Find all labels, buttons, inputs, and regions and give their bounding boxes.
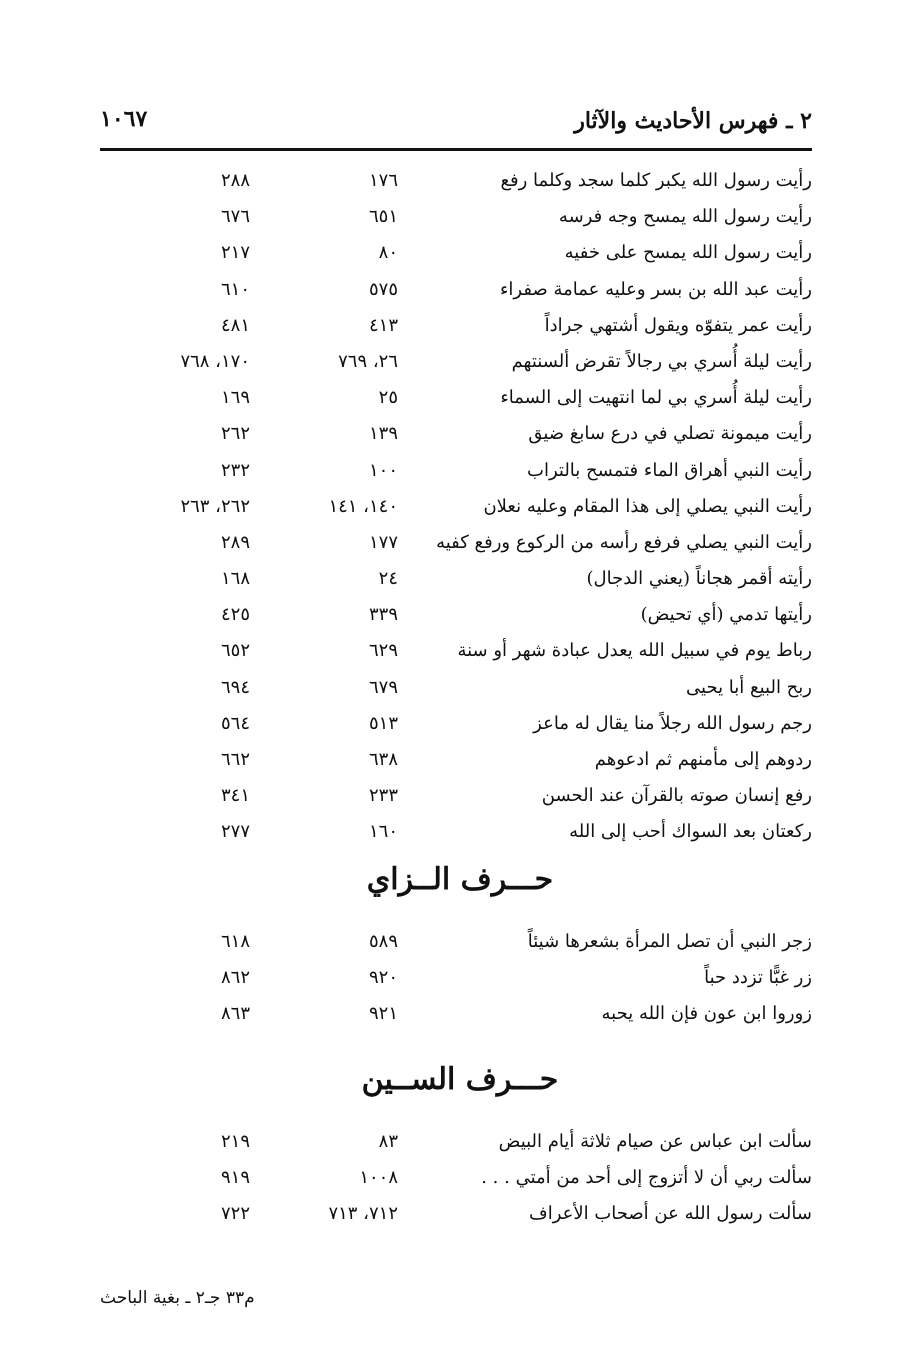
hadith-text: رأيته أقمر هجاناً (يعني الدجال) — [586, 568, 812, 590]
index-row — [0, 525, 920, 561]
index-row — [0, 924, 920, 960]
index-row — [0, 1160, 920, 1196]
index-row — [0, 1124, 920, 1160]
ref-number-primary: ٤١٣ — [368, 314, 398, 336]
index-row — [0, 597, 920, 633]
hadith-text: رأيت النبي أهراق الماء فتمسح بالتراب — [527, 459, 812, 481]
hadith-text: رأيت ليلة أُسري بي رجالاً تقرض ألسنتهم — [511, 350, 812, 372]
ref-number-primary: ١٧٧ — [368, 531, 398, 553]
hadith-text: سألت رسول الله عن أصحاب الأعراف — [529, 1203, 812, 1225]
index-row — [0, 814, 920, 850]
section-ra — [0, 163, 920, 851]
ref-number-secondary: ٦٩٤ — [220, 676, 250, 698]
hadith-text: رأيت النبي يصلي فرفع رأسه من الركوع ورفع كفيه — [436, 531, 812, 553]
page-footer-signature: م٣٣ جـ٢ ـ بغية الباحث — [100, 1288, 255, 1308]
index-row — [0, 561, 920, 597]
ref-number-primary: ٩٢١ — [368, 1003, 398, 1025]
hadith-text: سألت ربي أن لا أتزوج إلى أحد من أمتي . . . — [481, 1167, 812, 1189]
index-row — [0, 778, 920, 814]
index-row — [0, 996, 920, 1032]
index-row — [0, 960, 920, 996]
hadith-text: ركعتان بعد السواك أحب إلى الله — [569, 821, 812, 843]
ref-number-primary: ٦٧٩ — [368, 676, 398, 698]
ref-number-secondary: ١٦٨ — [220, 568, 250, 590]
ref-number-secondary: ٨٦٢ — [220, 967, 250, 989]
header-rule — [100, 148, 812, 151]
hadith-text: رأيت النبي يصلي إلى هذا المقام وعليه نعلان — [483, 495, 812, 517]
ref-number-primary: ٦٢٩ — [368, 640, 398, 662]
ref-number-primary: ٢٤ — [378, 568, 398, 590]
index-row — [0, 489, 920, 525]
ref-number-secondary: ٣٤١ — [220, 785, 250, 807]
index-row — [0, 670, 920, 706]
section-zay — [0, 924, 920, 1033]
hadith-text: ردوهم إلى مأمنهم ثم ادعوهم — [594, 749, 812, 770]
hadith-text: رأيت عمر يتفوّه ويقول أشتهي جراداً — [544, 314, 812, 336]
ref-number-primary: ٣٣٩ — [368, 604, 398, 626]
ref-number-secondary: ٦٧٦ — [220, 206, 250, 228]
hadith-text: رباط يوم في سبيل الله يعدل عبادة شهر أو سنة — [457, 640, 812, 662]
index-row — [0, 742, 920, 778]
ref-number-primary: ١٤٠، ١٤١ — [328, 495, 398, 517]
ref-number-secondary: ٤٨١ — [220, 314, 250, 336]
hadith-text: رأيت عبد الله بن بسر وعليه عمامة صفراء — [499, 278, 812, 300]
hadith-text: رأيت ميمونة تصلي في درع سابغ ضيق — [528, 423, 812, 445]
section-seen — [0, 1124, 920, 1233]
ref-number-secondary: ٦٦٢ — [220, 749, 250, 770]
ref-number-primary: ٢٥ — [378, 387, 398, 409]
ref-number-secondary: ٤٢٥ — [220, 604, 250, 626]
hadith-text: رأيت رسول الله يمسح وجه فرسه — [558, 206, 812, 228]
page-number: ١٠٦٧ — [100, 106, 148, 132]
ref-number-secondary: ٢٦٢ — [220, 423, 250, 445]
running-header-title: ٢ ـ فهرس الأحاديث والآثار — [574, 108, 812, 134]
index-row — [0, 163, 920, 199]
hadith-text: رفع إنسان صوته بالقرآن عند الحسن — [541, 785, 812, 807]
hadith-text: زر غبًّا تزدد حباً — [704, 967, 812, 989]
hadith-text: رأيت رسول الله يكبر كلما سجد وكلما رفع — [500, 170, 812, 191]
ref-number-secondary: ٨٦٣ — [220, 1003, 250, 1025]
index-row — [0, 416, 920, 452]
ref-number-primary: ٦٣٨ — [368, 749, 398, 770]
section-heading-seen: حـــرف الســين — [361, 1062, 559, 1097]
index-row — [0, 633, 920, 669]
ref-number-secondary: ١٧٠، ٧٦٨ — [180, 350, 250, 372]
index-row — [0, 308, 920, 344]
ref-number-primary: ٧١٢، ٧١٣ — [328, 1203, 398, 1225]
section-heading-zay: حـــرف الــزاي — [366, 862, 554, 897]
ref-number-secondary: ٩١٩ — [220, 1167, 250, 1189]
ref-number-secondary: ٢٨٨ — [220, 170, 250, 191]
ref-number-primary: ١٠٠ — [368, 459, 398, 481]
ref-number-secondary: ٢٦٢، ٢٦٣ — [180, 495, 250, 517]
ref-number-primary: ٦٥١ — [368, 206, 398, 228]
ref-number-primary: ٥٨٩ — [368, 931, 398, 952]
ref-number-secondary: ١٦٩ — [220, 387, 250, 409]
ref-number-secondary: ٧٢٢ — [220, 1203, 250, 1225]
ref-number-primary: ١٣٩ — [368, 423, 398, 445]
ref-number-secondary: ٦١٠ — [220, 278, 250, 300]
index-row — [0, 1196, 920, 1232]
ref-number-primary: ٥١٣ — [368, 712, 398, 734]
ref-number-secondary: ٢١٧ — [220, 242, 250, 264]
ref-number-secondary: ٦٥٢ — [220, 640, 250, 662]
ref-number-secondary: ٦١٨ — [220, 931, 250, 952]
hadith-text: رجم رسول الله رجلاً منا يقال له ماعز — [533, 712, 812, 734]
index-row — [0, 706, 920, 742]
ref-number-primary: ٩٢٠ — [368, 967, 398, 989]
ref-number-primary: ١٧٦ — [368, 170, 398, 191]
ref-number-secondary: ٢٨٩ — [220, 531, 250, 553]
index-row — [0, 272, 920, 308]
ref-number-primary: ١٠٠٨ — [359, 1167, 398, 1189]
hadith-text: رأيت رسول الله يمسح على خفيه — [564, 242, 812, 264]
ref-number-primary: ٨٣ — [378, 1131, 398, 1152]
hadith-text: رأيت ليلة أُسري بي لما انتهيت إلى السماء — [500, 387, 812, 409]
hadith-text: سألت ابن عباس عن صيام ثلاثة أيام البيض — [498, 1131, 812, 1152]
ref-number-primary: ٨٠ — [378, 242, 398, 264]
ref-number-secondary: ٥٦٤ — [220, 712, 250, 734]
index-row — [0, 453, 920, 489]
ref-number-secondary: ٢٣٢ — [220, 459, 250, 481]
ref-number-primary: ٥٧٥ — [368, 278, 398, 300]
ref-number-primary: ١٦٠ — [368, 821, 398, 843]
index-row — [0, 380, 920, 416]
index-row — [0, 199, 920, 235]
hadith-text: زجر النبي أن تصل المرأة بشعرها شيئاً — [527, 931, 812, 952]
hadith-text: زوروا ابن عون فإن الله يحبه — [601, 1003, 812, 1025]
index-row — [0, 235, 920, 271]
ref-number-primary: ٢٣٣ — [368, 785, 398, 807]
hadith-text: ربح البيع أبا يحيى — [686, 676, 812, 698]
index-row — [0, 344, 920, 380]
ref-number-secondary: ٢١٩ — [220, 1131, 250, 1152]
ref-number-primary: ٢٦، ٧٦٩ — [338, 350, 398, 372]
hadith-text: رأيتها تدمي (أي تحيض) — [640, 604, 812, 626]
ref-number-secondary: ٢٧٧ — [220, 821, 250, 843]
